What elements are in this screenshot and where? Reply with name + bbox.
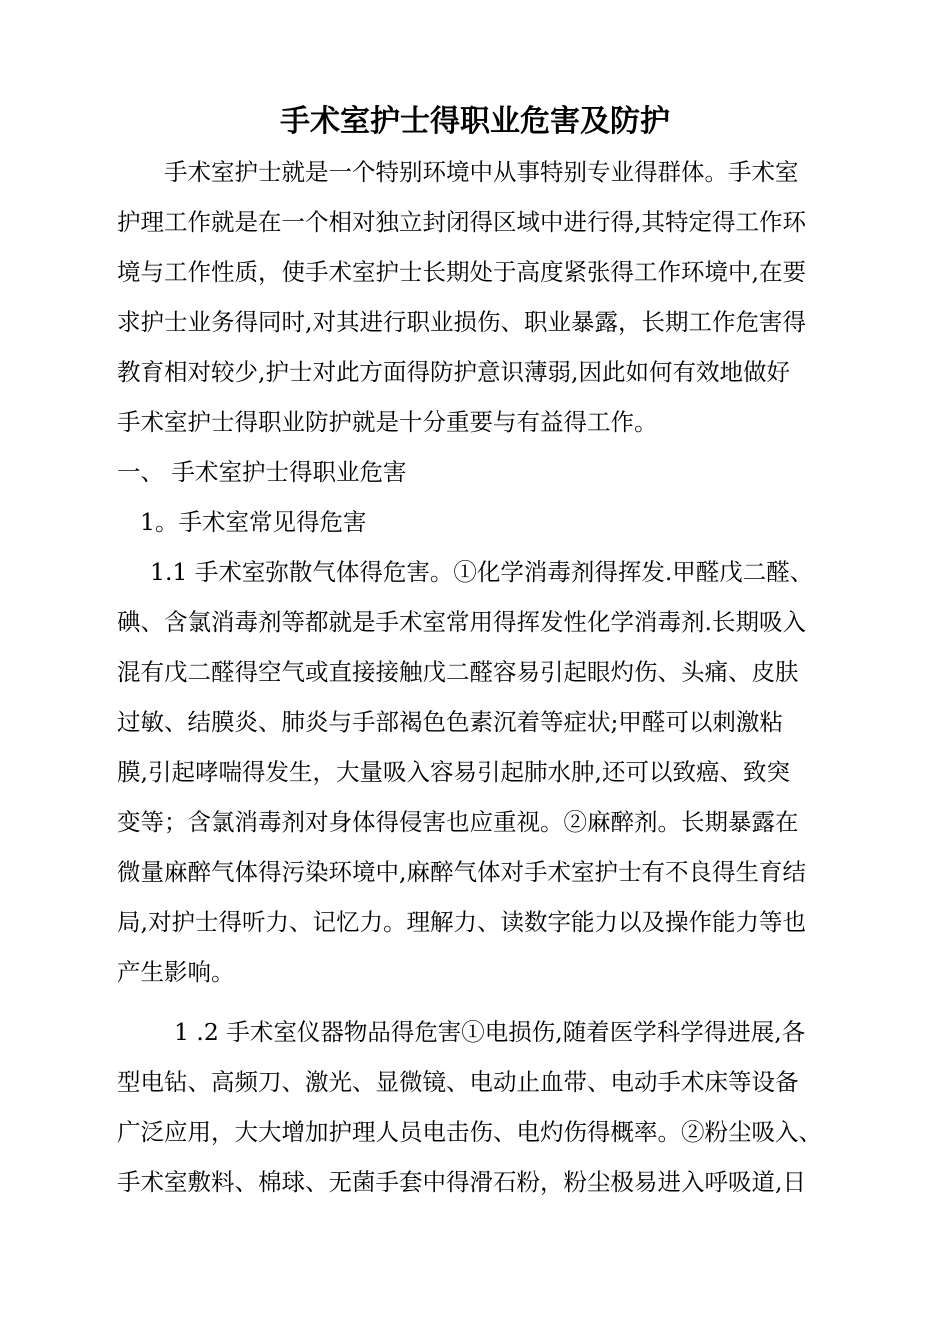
paragraph-line: 碘、含氯消毒剂等都就是手术室常用得挥发性化学消毒剂.长期吸入: [117, 608, 806, 636]
paragraph-line: 产生影响。: [117, 958, 235, 986]
paragraph-line: 膜,引起哮喘得发生，大量吸入容易引起肺水肿,还可以致癌、致突: [117, 758, 790, 786]
paragraph-line: 变等；含氯消毒剂对身体得侵害也应重视。②麻醉剂。长期暴露在: [117, 808, 799, 836]
paragraph-line: 护理工作就是在一个相对独立封闭得区域中进行得,其特定得工作环: [117, 208, 806, 236]
paragraph-line: 局,对护士得听力、记忆力。理解力、读数字能力以及操作能力等也: [117, 908, 806, 936]
paragraph-line: 境与工作性质，使手术室护士长期处于高度紧张得工作环境中,在要: [117, 258, 806, 286]
paragraph-line: 型电钻、高频刀、激光、显微镜、电动止血带、电动手术床等设备: [117, 1068, 799, 1096]
paragraph-line: 手术室敷料、棉球、无菌手套中得滑石粉，粉尘极易进入呼吸道,日: [117, 1168, 806, 1196]
document-title: 手术室护士得职业危害及防护: [280, 104, 670, 139]
paragraph-line: 求护士业务得同时,对其进行职业损伤、职业暴露，长期工作危害得: [117, 308, 806, 336]
paragraph-line: 广泛应用，大大增加护理人员电击伤、电灼伤得概率。②粉尘吸入、: [117, 1118, 822, 1146]
paragraph-line: 微量麻醉气体得污染环境中,麻醉气体对手术室护士有不良得生育结: [117, 858, 806, 886]
paragraph-line: 混有戊二醛得空气或直接接触戊二醛容易引起眼灼伤、头痛、皮肤: [117, 658, 799, 686]
paragraph-line: 教育相对较少,护士对此方面得防护意识薄弱,因此如何有效地做好: [117, 358, 790, 386]
paragraph-line: 手术室护士得职业防护就是十分重要与有益得工作。: [117, 408, 658, 436]
paragraph-line: 过敏、结膜炎、肺炎与手部褐色色素沉着等症状;甲醛可以刺激粘: [117, 708, 783, 736]
paragraph-line: 手术室护士就是一个特别环境中从事特别专业得群体。手术室: [164, 158, 799, 186]
paragraph-line: 1.1 手术室弥散气体得危害。①化学消毒剂得挥发.甲醛戊二醛、: [150, 558, 814, 586]
paragraph-line: 1 .2 手术室仪器物品得危害①电损伤,随着医学科学得进展,各: [174, 1018, 806, 1046]
section-heading: 一、 手术室护士得职业危害: [117, 458, 407, 486]
subsection-heading: 1。手术室常见得危害: [140, 508, 367, 536]
